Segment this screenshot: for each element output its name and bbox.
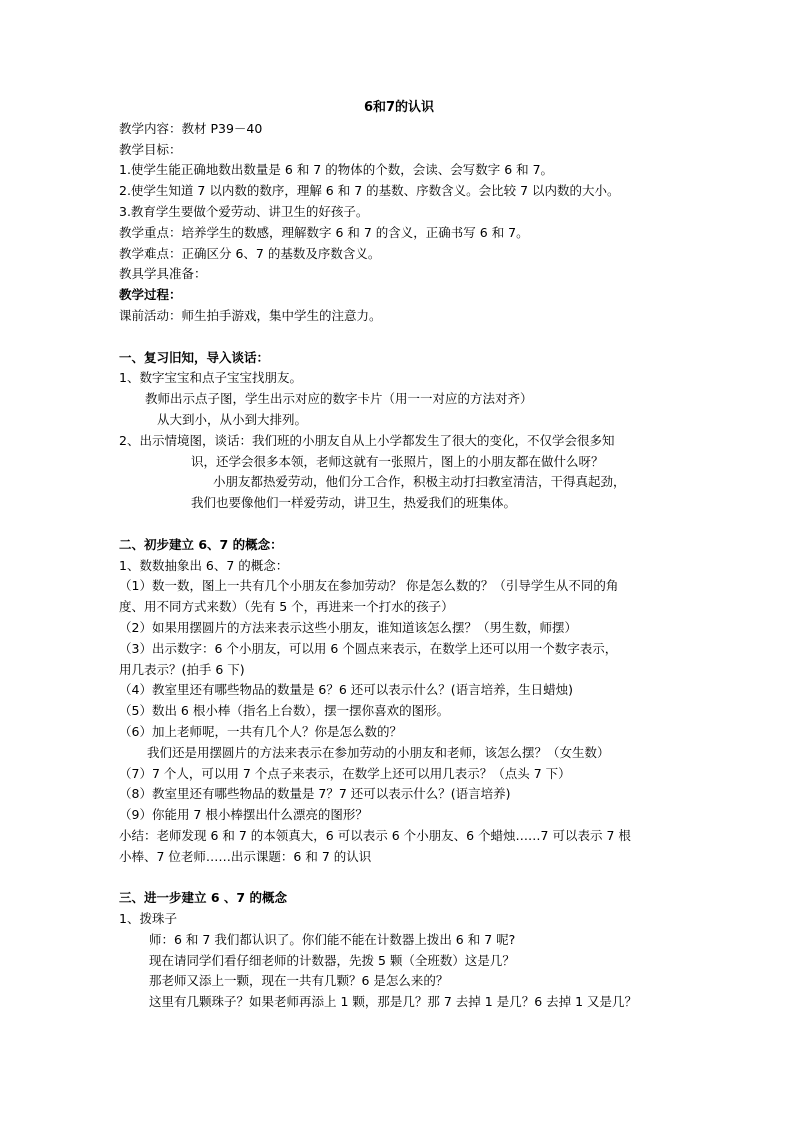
paragraph-line: （2）如果用摆圆片的方法来表示这些小朋友，谁知道该怎么摆？（男生数，师摆） <box>119 619 577 635</box>
goal-2: 2.使学生知道 7 以内数的数序，理解 6 和 7 的基数、序数含义。会比较 7 以内数的大小。 <box>119 183 620 199</box>
paragraph-line: 现在请同学们看仔细老师的计数器，先拨 5 颗（全班数）这是几？ <box>149 952 515 968</box>
paragraph-line: （4）教室里还有哪些物品的数量是 6？6 还可以表示什么？(语言培养，生日蜡烛) <box>119 682 574 698</box>
key-points: 教学重点：培养学生的数感，理解数字 6 和 7 的含义，正确书写 6 和 7。 <box>119 224 529 240</box>
paragraph-line: 用几表示？(拍手 6 下) <box>119 661 245 677</box>
paragraph-line: （7）7 个人，可以用 7 个点子来表示，在数学上还可以用几表示？（点头 7 下） <box>119 765 571 781</box>
goal-1: 1.使学生能正确地数出数量是 6 和 7 的物体的个数，会读、会写数字 6 和 7。 <box>119 162 554 178</box>
paragraph-line: （1）数一数，图上一共有几个小朋友在参加劳动？ 你是怎么数的？（引导学生从不同的角 <box>119 578 619 594</box>
section-3-heading: 三、进一步建立 6 、7 的概念 <box>119 890 287 906</box>
process-heading: 教学过程： <box>119 287 182 303</box>
paragraph-line: 1、数字宝宝和点子宝宝找朋友。 <box>119 370 302 386</box>
paragraph-line: 我们还是用摆圆片的方法来表示在参加劳动的小朋友和老师，该怎么摆？（女生数） <box>147 744 610 760</box>
teaching-goals-heading: 教学目标： <box>119 141 182 157</box>
paragraph-line: 1、拨珠子 <box>119 911 177 927</box>
paragraph-line: （5）数出 6 根小棒（指名上台数），摆一摆你喜欢的图形。 <box>119 703 450 719</box>
paragraph-line: 教师出示点子图，学生出示对应的数字卡片（用一一对应的方法对齐） <box>145 391 533 407</box>
paragraph-line: 2、出示情境图，谈话：我们班的小朋友自从上小学都发生了很大的变化，不仅学会很多知 <box>119 432 615 448</box>
goal-3: 3.教育学生要做个爱劳动、讲卫生的好孩子。 <box>119 203 369 219</box>
paragraph-line: 度、用不同方式来数）（先有 5 个，再进来一个打水的孩子） <box>119 599 454 615</box>
paragraph-line: 那老师又添上一颗，现在一共有几颗？6 是怎么来的？ <box>149 973 449 989</box>
paragraph-line: 1、数数抽象出 6、7 的概念： <box>119 557 289 573</box>
paragraph-line: （8）教室里还有哪些物品的数量是 7？7 还可以表示什么？(语言培养) <box>119 786 511 802</box>
summary-line: 小结：老师发现 6 和 7 的本领真大，6 可以表示 6 个小朋友、6 个蜡烛……7 可以表示 7 根 <box>119 827 631 843</box>
blank-line <box>119 327 679 348</box>
paragraph-line: 我们也要像他们一样爱劳动，讲卫生，热爱我们的班集体。 <box>191 495 517 511</box>
pre-class-activity: 课前活动：师生拍手游戏，集中学生的注意力。 <box>119 307 382 323</box>
blank-line <box>119 867 679 888</box>
paragraph-line: （9）你能用 7 根小棒摆出什么漂亮的图形？ <box>119 807 368 823</box>
document-title: 6和7的认识 <box>363 100 435 115</box>
paragraph-line: 小朋友都热爱劳动，他们分工合作，积极主动打扫教室清洁，干得真起劲， <box>213 474 626 490</box>
document-page <box>119 98 679 1013</box>
materials-heading: 教具学具准备： <box>119 266 207 282</box>
blank-line <box>119 514 679 535</box>
paragraph-line: （3）出示数字：6 个小朋友，可以用 6 个圆点来表示，在数学上还可以用一个数字表示， <box>119 640 618 656</box>
paragraph-line: 师：6 和 7 我们都认识了。你们能不能在计数器上拨出 6 和 7 呢? <box>149 931 516 947</box>
paragraph-line: 识，还学会很多本领，老师这就有一张照片，图上的小朋友都在做什么呀？ <box>191 453 604 469</box>
paragraph-line: 这里有几颗珠子？如果老师再添上 1 颗，那是几？那 7 去掉 1 是几？6 去掉 1 又是几？ <box>149 994 638 1010</box>
paragraph-line: （6）加上老师呢，一共有几个人？你是怎么数的？ <box>119 723 402 739</box>
section-2-heading: 二、初步建立 6、7 的概念： <box>119 536 283 552</box>
summary-line: 小棒、7 位老师……出示课题：6 和 7 的认识 <box>119 848 372 864</box>
section-1-heading: 一、复习旧知，导入谈话： <box>119 349 270 365</box>
difficult-points: 教学难点：正确区分 6、7 的基数及序数含义。 <box>119 245 381 261</box>
paragraph-line: 从大到小，从小到大排列。 <box>157 411 308 427</box>
teaching-content: 教学内容：教材 P39－40 <box>119 120 263 136</box>
